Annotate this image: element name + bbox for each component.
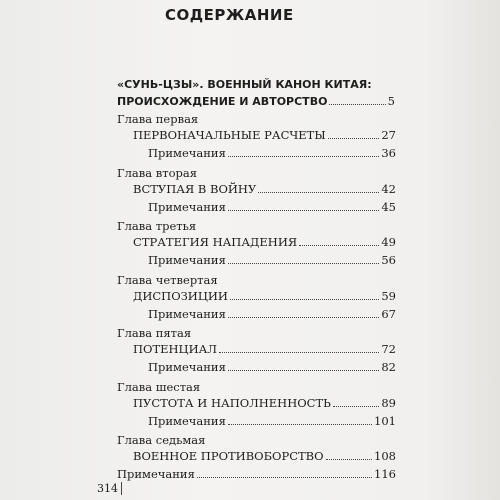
- toc-entry-chapter-text: ВСТУПАЯ В ВОЙНУ: [133, 181, 257, 196]
- toc-entry-notes-text: Примечания: [148, 253, 226, 267]
- chapter-label: Глава седьмая: [117, 433, 206, 447]
- dot-leader: [197, 477, 372, 478]
- page-number: 49: [381, 235, 396, 249]
- intro-title-line2: ПРОИСХОЖДЕНИЕ И АВТОРСТВО: [117, 95, 328, 108]
- page-number: 67: [381, 306, 396, 321]
- toc-entry-chapter[interactable]: [133, 235, 396, 249]
- chapter-label: Глава шестая: [117, 379, 201, 394]
- dot-leader: [228, 370, 380, 371]
- page-number: 108: [374, 449, 396, 463]
- toc-entry-chapter[interactable]: [133, 396, 396, 410]
- dot-leader: [299, 245, 379, 246]
- dot-leader: [228, 317, 380, 318]
- toc-entry-notes[interactable]: [148, 307, 396, 321]
- dot-leader: [228, 156, 380, 157]
- page-number: 56: [381, 253, 396, 267]
- dot-leader: [326, 459, 372, 460]
- toc-entry-chapter[interactable]: [133, 449, 396, 463]
- toc-entry-chapter-text: ПУСТОТА И НАПОЛНЕННОСТЬ: [133, 395, 331, 410]
- toc-entry-notes[interactable]: [148, 146, 396, 160]
- intro-title-line1: «СУНЬ-ЦЗЫ». ВОЕННЫЙ КАНОН КИТАЯ:: [117, 78, 372, 91]
- dot-leader: [230, 299, 379, 300]
- toc-entry-notes[interactable]: [148, 414, 396, 428]
- dot-leader: [228, 210, 380, 211]
- chapter-label: Глава первая: [117, 112, 199, 126]
- toc-entry-notes[interactable]: [148, 200, 396, 214]
- toc-entry-notes-text: Примечания: [148, 360, 226, 374]
- page-number: 89: [381, 395, 396, 410]
- dot-leader: [219, 352, 379, 353]
- page-number: 36: [381, 146, 396, 160]
- page-number: 82: [381, 360, 396, 374]
- toc-entry-notes-text: Примечания: [148, 306, 226, 321]
- toc-entry-chapter[interactable]: [133, 128, 396, 142]
- toc-entry-notes-text: Примечания: [148, 413, 226, 428]
- toc-entry-chapter[interactable]: [133, 342, 396, 356]
- page-number: 5: [387, 94, 395, 108]
- toc-entry-chapter[interactable]: [133, 182, 396, 196]
- toc-entry-notes-text: Примечания: [148, 146, 226, 160]
- page-folio: 314: [97, 482, 122, 495]
- toc-entry-chapter-text: СТРАТЕГИЯ НАПАДЕНИЯ: [133, 235, 298, 249]
- toc-entry-chapter[interactable]: [133, 289, 396, 303]
- page-number: 45: [381, 199, 396, 214]
- dot-leader: [258, 192, 379, 193]
- page-number: 101: [374, 413, 396, 428]
- chapter-label: Глава четвертая: [117, 272, 218, 287]
- page-number: 42: [381, 181, 396, 196]
- toc-entry-notes-text: Примечания: [117, 467, 195, 481]
- toc-entry-notes-text: Примечания: [148, 199, 226, 214]
- dot-leader: [228, 263, 380, 264]
- dot-leader: [328, 138, 380, 139]
- toc-entry-chapter-text: ВОЕННОЕ ПРОТИВОБОРСТВО: [133, 449, 324, 463]
- toc-entry-chapter-text: ПОТЕНЦИАЛ: [133, 342, 217, 356]
- chapter-label: Глава вторая: [117, 165, 197, 180]
- chapter-label: Глава третья: [117, 219, 197, 233]
- dot-leader: [333, 406, 379, 407]
- dot-leader: [228, 424, 372, 425]
- page-number: 59: [381, 288, 396, 303]
- toc-entry-chapter-text: ПЕРВОНАЧАЛЬНЫЕ РАСЧЕТЫ: [133, 128, 326, 142]
- toc-entry-notes[interactable]: [148, 253, 396, 267]
- page-number: 116: [374, 467, 396, 481]
- page-title: СОДЕРЖАНИЕ: [165, 6, 294, 24]
- toc-entry-notes[interactable]: [148, 360, 396, 374]
- page-number: 27: [381, 128, 396, 142]
- toc-entry-chapter-text: ДИСПОЗИЦИИ: [133, 288, 228, 303]
- chapter-label: Глава пятая: [117, 326, 192, 340]
- page-number: 72: [381, 342, 396, 356]
- toc-entry-notes[interactable]: [117, 467, 396, 481]
